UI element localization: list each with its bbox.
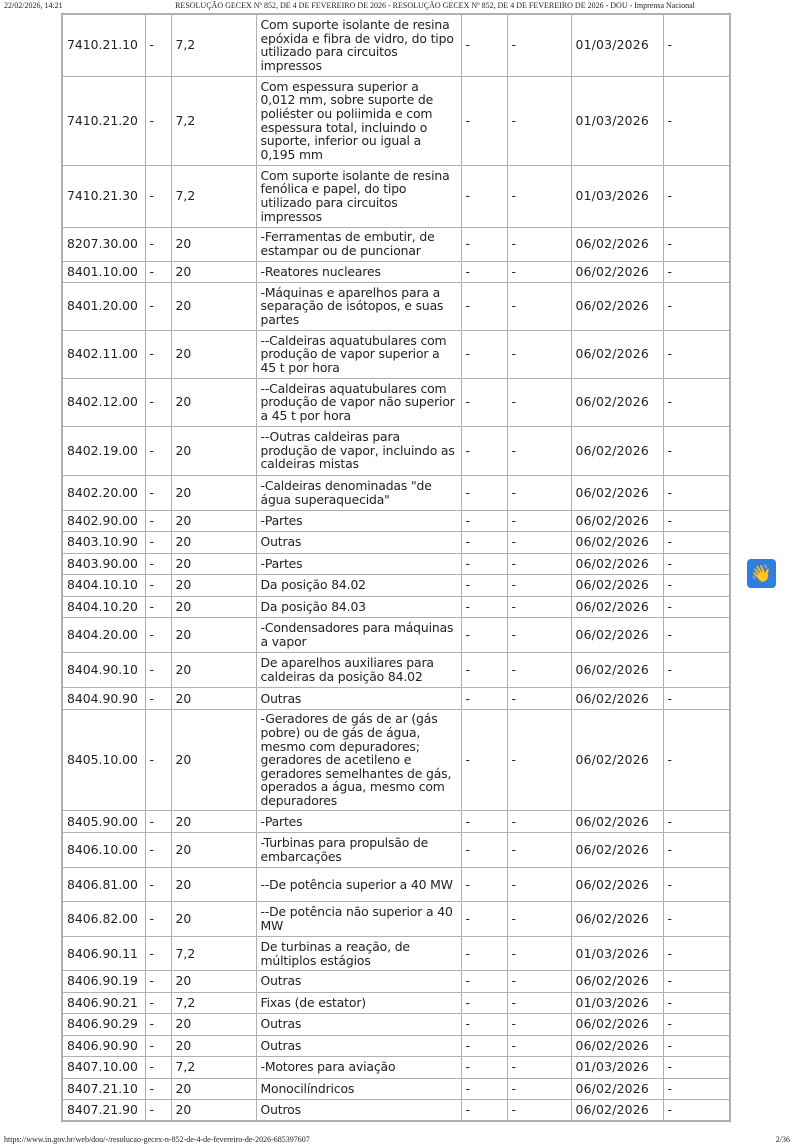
column-6-cell: -	[507, 596, 571, 618]
ncm-code-cell: 7410.21.30	[62, 165, 145, 227]
description-cell: -Geradores de gás de ar (gás pobre) ou de gás de água, mesmo com depuradores; geradores de acetileno e geradores semelhantes de gás, operados a água, mesmo com depuradores	[256, 710, 461, 811]
description-cell: -Partes	[256, 553, 461, 575]
date-cell: 06/02/2026	[571, 811, 663, 833]
column-5-cell: -	[461, 971, 507, 993]
column-6-cell: -	[507, 475, 571, 510]
rate-cell: 20	[171, 596, 256, 618]
date-cell: 06/02/2026	[571, 710, 663, 811]
ex-cell: -	[145, 937, 171, 971]
column-5-cell: -	[461, 76, 507, 165]
date-cell: 06/02/2026	[571, 378, 663, 426]
table-row	[62, 14, 730, 76]
description-cell: Outras	[256, 532, 461, 554]
date-cell: 06/02/2026	[571, 618, 663, 653]
ncm-code-cell: 8404.10.10	[62, 575, 145, 597]
date-cell: 06/02/2026	[571, 575, 663, 597]
column-5-cell: -	[461, 14, 507, 76]
rate-cell: 20	[171, 1078, 256, 1100]
column-5-cell: -	[461, 553, 507, 575]
ex-cell: -	[145, 618, 171, 653]
table-row	[62, 1057, 730, 1079]
ex-cell: -	[145, 1014, 171, 1036]
column-6-cell: -	[507, 868, 571, 902]
ex-cell: -	[145, 811, 171, 833]
ex-cell: -	[145, 992, 171, 1014]
ncm-code-cell: 8404.90.90	[62, 688, 145, 710]
description-cell: --De potência superior a 40 MW	[256, 868, 461, 902]
column-6-cell: -	[507, 811, 571, 833]
column-8-cell: -	[663, 1014, 730, 1036]
rate-cell: 20	[171, 1035, 256, 1057]
column-5-cell: -	[461, 261, 507, 282]
column-5-cell: -	[461, 575, 507, 597]
column-5-cell: -	[461, 596, 507, 618]
ncm-code-cell: 8404.90.10	[62, 653, 145, 688]
column-6-cell: -	[507, 553, 571, 575]
description-cell: Outras	[256, 1035, 461, 1057]
column-5-cell: -	[461, 937, 507, 971]
table-row	[62, 1078, 730, 1100]
column-8-cell: -	[663, 596, 730, 618]
rate-cell: 20	[171, 902, 256, 937]
column-8-cell: -	[663, 532, 730, 554]
column-5-cell: -	[461, 688, 507, 710]
table-row	[62, 992, 730, 1014]
table-row	[62, 1035, 730, 1057]
ex-cell: -	[145, 532, 171, 554]
column-5-cell: -	[461, 811, 507, 833]
description-cell: Com suporte isolante de resina epóxida e fibra de vidro, do tipo utilizado para circuitos impressos	[256, 14, 461, 76]
rate-cell: 20	[171, 868, 256, 902]
ex-cell: -	[145, 553, 171, 575]
column-6-cell: -	[507, 1078, 571, 1100]
ncm-code-cell: 8406.90.11	[62, 937, 145, 971]
table-row	[62, 937, 730, 971]
ex-cell: -	[145, 575, 171, 597]
ex-cell: -	[145, 971, 171, 993]
ncm-code-cell: 8404.20.00	[62, 618, 145, 653]
column-6-cell: -	[507, 653, 571, 688]
date-cell: 06/02/2026	[571, 688, 663, 710]
description-cell: -Reatores nucleares	[256, 261, 461, 282]
table-row	[62, 532, 730, 554]
rate-cell: 7,2	[171, 76, 256, 165]
ex-cell: -	[145, 1035, 171, 1057]
column-8-cell: -	[663, 261, 730, 282]
date-cell: 06/02/2026	[571, 653, 663, 688]
print-header	[0, 0, 800, 12]
column-6-cell: -	[507, 575, 571, 597]
column-6-cell: -	[507, 1100, 571, 1122]
column-5-cell: -	[461, 653, 507, 688]
description-cell: Com suporte isolante de resina fenólica e papel, do tipo utilizado para circuitos impressos	[256, 165, 461, 227]
ex-cell: -	[145, 475, 171, 510]
date-cell: 01/03/2026	[571, 937, 663, 971]
column-6-cell: -	[507, 76, 571, 165]
column-5-cell: -	[461, 710, 507, 811]
rate-cell: 20	[171, 532, 256, 554]
page-url: https://www.in.gov.br/web/dou/-/resolucao-gecex-n-852-de-4-de-fevereiro-de-2026-685397607	[4, 1135, 310, 1144]
column-5-cell: -	[461, 426, 507, 475]
column-8-cell: -	[663, 868, 730, 902]
table-row	[62, 618, 730, 653]
table-row	[62, 971, 730, 993]
ex-cell: -	[145, 426, 171, 475]
rate-cell: 20	[171, 688, 256, 710]
rate-cell: 20	[171, 475, 256, 510]
column-5-cell: -	[461, 618, 507, 653]
ex-cell: -	[145, 165, 171, 227]
ex-cell: -	[145, 282, 171, 330]
column-5-cell: -	[461, 1057, 507, 1079]
table-row	[62, 282, 730, 330]
ex-cell: -	[145, 596, 171, 618]
date-cell: 01/03/2026	[571, 76, 663, 165]
ncm-code-cell: 8406.90.21	[62, 992, 145, 1014]
column-6-cell: -	[507, 971, 571, 993]
column-6-cell: -	[507, 165, 571, 227]
rate-cell: 20	[171, 710, 256, 811]
ncm-code-cell: 8405.10.00	[62, 710, 145, 811]
date-cell: 06/02/2026	[571, 971, 663, 993]
column-8-cell: -	[663, 282, 730, 330]
column-5-cell: -	[461, 330, 507, 378]
ex-cell: -	[145, 653, 171, 688]
column-8-cell: -	[663, 833, 730, 868]
table-row	[62, 902, 730, 937]
rate-cell: 20	[171, 833, 256, 868]
table-row	[62, 261, 730, 282]
ncm-code-cell: 8402.90.00	[62, 510, 145, 532]
column-8-cell: -	[663, 76, 730, 165]
description-cell: -Turbinas para propulsão de embarcações	[256, 833, 461, 868]
column-6-cell: -	[507, 330, 571, 378]
column-8-cell: -	[663, 1100, 730, 1122]
rate-cell: 7,2	[171, 14, 256, 76]
ncm-code-cell: 8406.90.19	[62, 971, 145, 993]
column-6-cell: -	[507, 510, 571, 532]
ncm-code-cell: 8403.90.00	[62, 553, 145, 575]
table-row	[62, 378, 730, 426]
column-8-cell: -	[663, 330, 730, 378]
description-cell: --De potência não superior a 40 MW	[256, 902, 461, 937]
column-8-cell: -	[663, 811, 730, 833]
date-cell: 06/02/2026	[571, 282, 663, 330]
ex-cell: -	[145, 261, 171, 282]
date-cell: 06/02/2026	[571, 510, 663, 532]
column-6-cell: -	[507, 261, 571, 282]
rate-cell: 7,2	[171, 1057, 256, 1079]
date-cell: 06/02/2026	[571, 902, 663, 937]
table-row	[62, 710, 730, 811]
table-row	[62, 1014, 730, 1036]
table-row	[62, 330, 730, 378]
description-cell: Outras	[256, 971, 461, 993]
column-5-cell: -	[461, 510, 507, 532]
rate-cell: 20	[171, 553, 256, 575]
column-6-cell: -	[507, 1014, 571, 1036]
description-cell: -Caldeiras denominadas "de água superaquecida"	[256, 475, 461, 510]
ncm-code-cell: 8402.20.00	[62, 475, 145, 510]
date-cell: 06/02/2026	[571, 330, 663, 378]
column-8-cell: -	[663, 1057, 730, 1079]
print-timestamp: 22/02/2026, 14:21	[4, 1, 63, 10]
column-5-cell: -	[461, 282, 507, 330]
ex-cell: -	[145, 1057, 171, 1079]
rate-cell: 20	[171, 1014, 256, 1036]
ncm-code-cell: 8407.21.10	[62, 1078, 145, 1100]
page-number: 2/36	[775, 1135, 790, 1144]
column-5-cell: -	[461, 1035, 507, 1057]
ncm-code-cell: 8407.21.90	[62, 1100, 145, 1122]
description-cell: Outras	[256, 688, 461, 710]
column-8-cell: -	[663, 710, 730, 811]
column-6-cell: -	[507, 227, 571, 261]
table-row	[62, 553, 730, 575]
ex-cell: -	[145, 688, 171, 710]
date-cell: 06/02/2026	[571, 475, 663, 510]
ex-cell: -	[145, 1100, 171, 1122]
column-6-cell: -	[507, 902, 571, 937]
table-row	[62, 510, 730, 532]
date-cell: 06/02/2026	[571, 1100, 663, 1122]
ncm-code-cell: 8207.30.00	[62, 227, 145, 261]
table-row	[62, 833, 730, 868]
description-cell: Da posição 84.03	[256, 596, 461, 618]
date-cell: 06/02/2026	[571, 426, 663, 475]
column-8-cell: -	[663, 227, 730, 261]
column-6-cell: -	[507, 426, 571, 475]
column-5-cell: -	[461, 1078, 507, 1100]
accessibility-widget-button[interactable]	[747, 559, 776, 588]
column-5-cell: -	[461, 1100, 507, 1122]
column-6-cell: -	[507, 14, 571, 76]
rate-cell: 20	[171, 971, 256, 993]
table-row	[62, 688, 730, 710]
date-cell: 01/03/2026	[571, 1057, 663, 1079]
column-8-cell: -	[663, 902, 730, 937]
column-6-cell: -	[507, 710, 571, 811]
column-6-cell: -	[507, 833, 571, 868]
date-cell: 06/02/2026	[571, 1035, 663, 1057]
column-8-cell: -	[663, 378, 730, 426]
sign-language-hands-icon: 👋	[750, 563, 773, 584]
description-cell: -Condensadores para máquinas a vapor	[256, 618, 461, 653]
column-8-cell: -	[663, 937, 730, 971]
column-6-cell: -	[507, 282, 571, 330]
rate-cell: 20	[171, 227, 256, 261]
column-8-cell: -	[663, 653, 730, 688]
column-8-cell: -	[663, 553, 730, 575]
rate-cell: 20	[171, 282, 256, 330]
ncm-code-cell: 7410.21.20	[62, 76, 145, 165]
date-cell: 06/02/2026	[571, 596, 663, 618]
column-8-cell: -	[663, 475, 730, 510]
table-row	[62, 811, 730, 833]
column-5-cell: -	[461, 868, 507, 902]
column-8-cell: -	[663, 165, 730, 227]
ex-cell: -	[145, 330, 171, 378]
column-6-cell: -	[507, 688, 571, 710]
column-5-cell: -	[461, 833, 507, 868]
ncm-code-cell: 8402.11.00	[62, 330, 145, 378]
ex-cell: -	[145, 227, 171, 261]
table-row	[62, 227, 730, 261]
print-footer	[0, 1134, 800, 1146]
print-page-title: RESOLUÇÃO GECEX Nº 852, DE 4 DE FEVEREIRO DE 2026 - RESOLUÇÃO GECEX Nº 852, DE 4 DE FEVEREIRO DE 2026 - DOU - Imprensa Nacional	[175, 1, 695, 10]
table-row	[62, 76, 730, 165]
ncm-code-cell: 8406.10.00	[62, 833, 145, 868]
rate-cell: 20	[171, 618, 256, 653]
date-cell: 06/02/2026	[571, 261, 663, 282]
description-cell: -Partes	[256, 811, 461, 833]
rate-cell: 20	[171, 330, 256, 378]
ncm-code-cell: 8402.12.00	[62, 378, 145, 426]
ncm-code-cell: 8401.20.00	[62, 282, 145, 330]
rate-cell: 20	[171, 378, 256, 426]
description-cell: -Partes	[256, 510, 461, 532]
tariff-table	[61, 13, 731, 1122]
rate-cell: 7,2	[171, 937, 256, 971]
rate-cell: 7,2	[171, 992, 256, 1014]
table-row	[62, 596, 730, 618]
table-row	[62, 426, 730, 475]
date-cell: 06/02/2026	[571, 1078, 663, 1100]
date-cell: 01/03/2026	[571, 14, 663, 76]
column-6-cell: -	[507, 1035, 571, 1057]
description-cell: Outras	[256, 1014, 461, 1036]
ex-cell: -	[145, 14, 171, 76]
table-row	[62, 868, 730, 902]
ex-cell: -	[145, 510, 171, 532]
column-8-cell: -	[663, 1035, 730, 1057]
rate-cell: 20	[171, 261, 256, 282]
column-6-cell: -	[507, 532, 571, 554]
ncm-code-cell: 8406.90.29	[62, 1014, 145, 1036]
rate-cell: 20	[171, 653, 256, 688]
description-cell: Outros	[256, 1100, 461, 1122]
column-5-cell: -	[461, 378, 507, 426]
rate-cell: 7,2	[171, 165, 256, 227]
column-5-cell: -	[461, 227, 507, 261]
column-8-cell: -	[663, 1078, 730, 1100]
description-cell: Fixas (de estator)	[256, 992, 461, 1014]
description-cell: De turbinas a reação, de múltiplos estágios	[256, 937, 461, 971]
ncm-code-cell: 7410.21.10	[62, 14, 145, 76]
ex-cell: -	[145, 1078, 171, 1100]
column-8-cell: -	[663, 575, 730, 597]
date-cell: 01/03/2026	[571, 165, 663, 227]
column-5-cell: -	[461, 475, 507, 510]
column-6-cell: -	[507, 1057, 571, 1079]
column-6-cell: -	[507, 618, 571, 653]
description-cell: Monocilíndricos	[256, 1078, 461, 1100]
table-row	[62, 165, 730, 227]
tariff-table-body	[62, 14, 730, 1121]
column-8-cell: -	[663, 510, 730, 532]
ncm-code-cell: 8407.10.00	[62, 1057, 145, 1079]
column-8-cell: -	[663, 688, 730, 710]
date-cell: 01/03/2026	[571, 992, 663, 1014]
column-8-cell: -	[663, 618, 730, 653]
ncm-code-cell: 8405.90.00	[62, 811, 145, 833]
table-row	[62, 475, 730, 510]
column-8-cell: -	[663, 971, 730, 993]
table-row	[62, 1100, 730, 1122]
column-5-cell: -	[461, 532, 507, 554]
column-8-cell: -	[663, 992, 730, 1014]
column-5-cell: -	[461, 1014, 507, 1036]
description-cell: -Máquinas e aparelhos para a separação de isótopos, e suas partes	[256, 282, 461, 330]
ncm-code-cell: 8402.19.00	[62, 426, 145, 475]
description-cell: --Outras caldeiras para produção de vapor, incluindo as caldeiras mistas	[256, 426, 461, 475]
ncm-code-cell: 8403.10.90	[62, 532, 145, 554]
ncm-code-cell: 8406.81.00	[62, 868, 145, 902]
description-cell: --Caldeiras aquatubulares com produção de vapor superior a 45 t por hora	[256, 330, 461, 378]
table-row	[62, 575, 730, 597]
table-row	[62, 653, 730, 688]
date-cell: 06/02/2026	[571, 1014, 663, 1036]
ncm-code-cell: 8401.10.00	[62, 261, 145, 282]
date-cell: 06/02/2026	[571, 227, 663, 261]
ex-cell: -	[145, 76, 171, 165]
column-6-cell: -	[507, 992, 571, 1014]
ncm-code-cell: 8406.90.90	[62, 1035, 145, 1057]
description-cell: Da posição 84.02	[256, 575, 461, 597]
description-cell: --Caldeiras aquatubulares com produção de vapor não superior a 45 t por hora	[256, 378, 461, 426]
description-cell: De aparelhos auxiliares para caldeiras da posição 84.02	[256, 653, 461, 688]
ncm-code-cell: 8406.82.00	[62, 902, 145, 937]
column-8-cell: -	[663, 426, 730, 475]
column-5-cell: -	[461, 165, 507, 227]
ex-cell: -	[145, 868, 171, 902]
ex-cell: -	[145, 378, 171, 426]
description-cell: Com espessura superior a 0,012 mm, sobre suporte de poliéster ou poliimida e com espessura total, incluindo o suporte, inferior ou igual a 0,195 mm	[256, 76, 461, 165]
rate-cell: 20	[171, 426, 256, 475]
column-8-cell: -	[663, 14, 730, 76]
description-cell: -Motores para aviação	[256, 1057, 461, 1079]
column-5-cell: -	[461, 992, 507, 1014]
ex-cell: -	[145, 902, 171, 937]
rate-cell: 20	[171, 575, 256, 597]
date-cell: 06/02/2026	[571, 868, 663, 902]
date-cell: 06/02/2026	[571, 532, 663, 554]
rate-cell: 20	[171, 811, 256, 833]
date-cell: 06/02/2026	[571, 833, 663, 868]
rate-cell: 20	[171, 1100, 256, 1122]
ex-cell: -	[145, 710, 171, 811]
column-6-cell: -	[507, 937, 571, 971]
rate-cell: 20	[171, 510, 256, 532]
date-cell: 06/02/2026	[571, 553, 663, 575]
column-5-cell: -	[461, 902, 507, 937]
description-cell: -Ferramentas de embutir, de estampar ou de puncionar	[256, 227, 461, 261]
ex-cell: -	[145, 833, 171, 868]
ncm-code-cell: 8404.10.20	[62, 596, 145, 618]
column-6-cell: -	[507, 378, 571, 426]
